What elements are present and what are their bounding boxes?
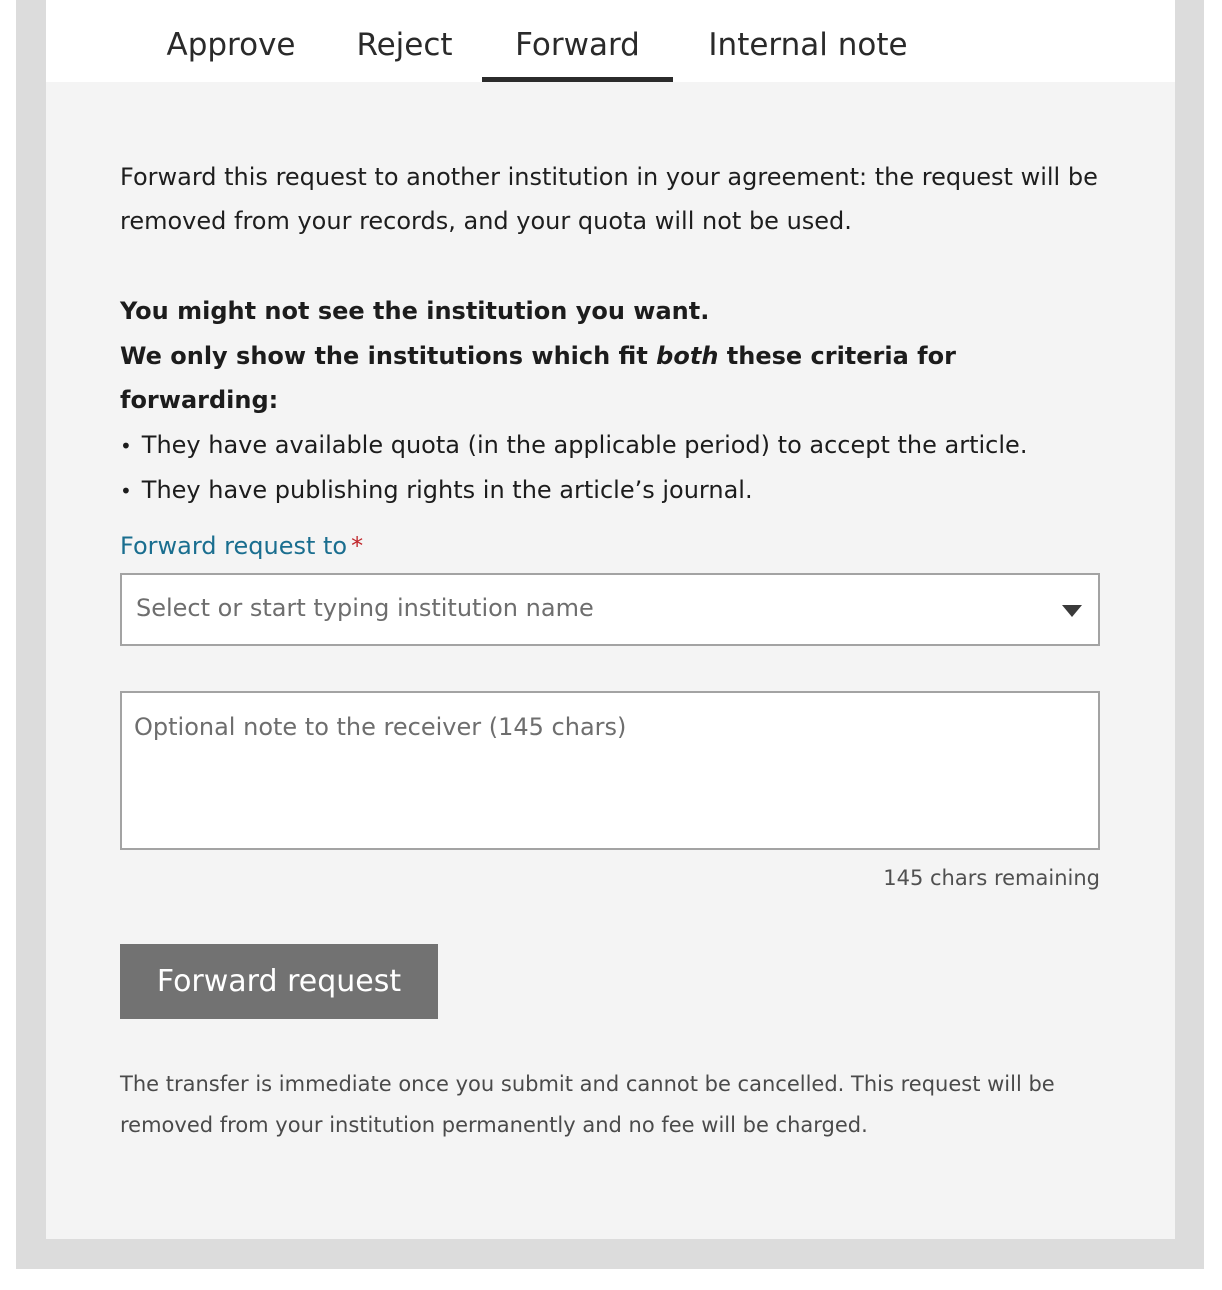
chevron-down-icon[interactable] (1062, 605, 1082, 617)
forward-info (120, 155, 1110, 514)
tab-internal-note[interactable]: Internal note (708, 27, 908, 63)
tab-approve[interactable]: Approve (166, 27, 296, 63)
transfer-disclaimer: The transfer is immediate once you submit and cannot be cancelled. This request will be removed from your institution permanently and no fee will be charged. (120, 1072, 1055, 1137)
action-tabs (46, 0, 1175, 82)
criteria-heading: We only show the institutions which fit both these criteria for forwarding: (120, 341, 956, 414)
required-marker: * (351, 532, 364, 560)
forward-request-button[interactable]: Forward request (120, 944, 438, 1019)
chars-remaining: 145 chars remaining (883, 866, 1100, 890)
intro-text: Forward this request to another institution in your agreement: the request will be removed from your records, and your quota will not be used. (120, 163, 1098, 235)
criteria-block (120, 289, 1110, 514)
tab-reject[interactable]: Reject (356, 27, 453, 63)
criteria-item: • They have publishing rights in the article’s journal. (120, 468, 1110, 514)
tab-forward[interactable]: Forward (482, 0, 673, 82)
page-frame (16, 0, 1204, 1269)
forward-panel (46, 0, 1175, 1239)
receiver-note-input[interactable] (120, 691, 1100, 850)
criteria-item: • They have available quota (in the applicable period) to accept the article. (120, 423, 1110, 469)
institution-select[interactable] (120, 573, 1100, 646)
forward-to-label: Forward request to * (120, 532, 364, 560)
criteria-list (120, 423, 1110, 514)
criteria-warning: You might not see the institution you want. (120, 297, 710, 325)
institution-select-placeholder: Select or start typing institution name (136, 594, 594, 622)
